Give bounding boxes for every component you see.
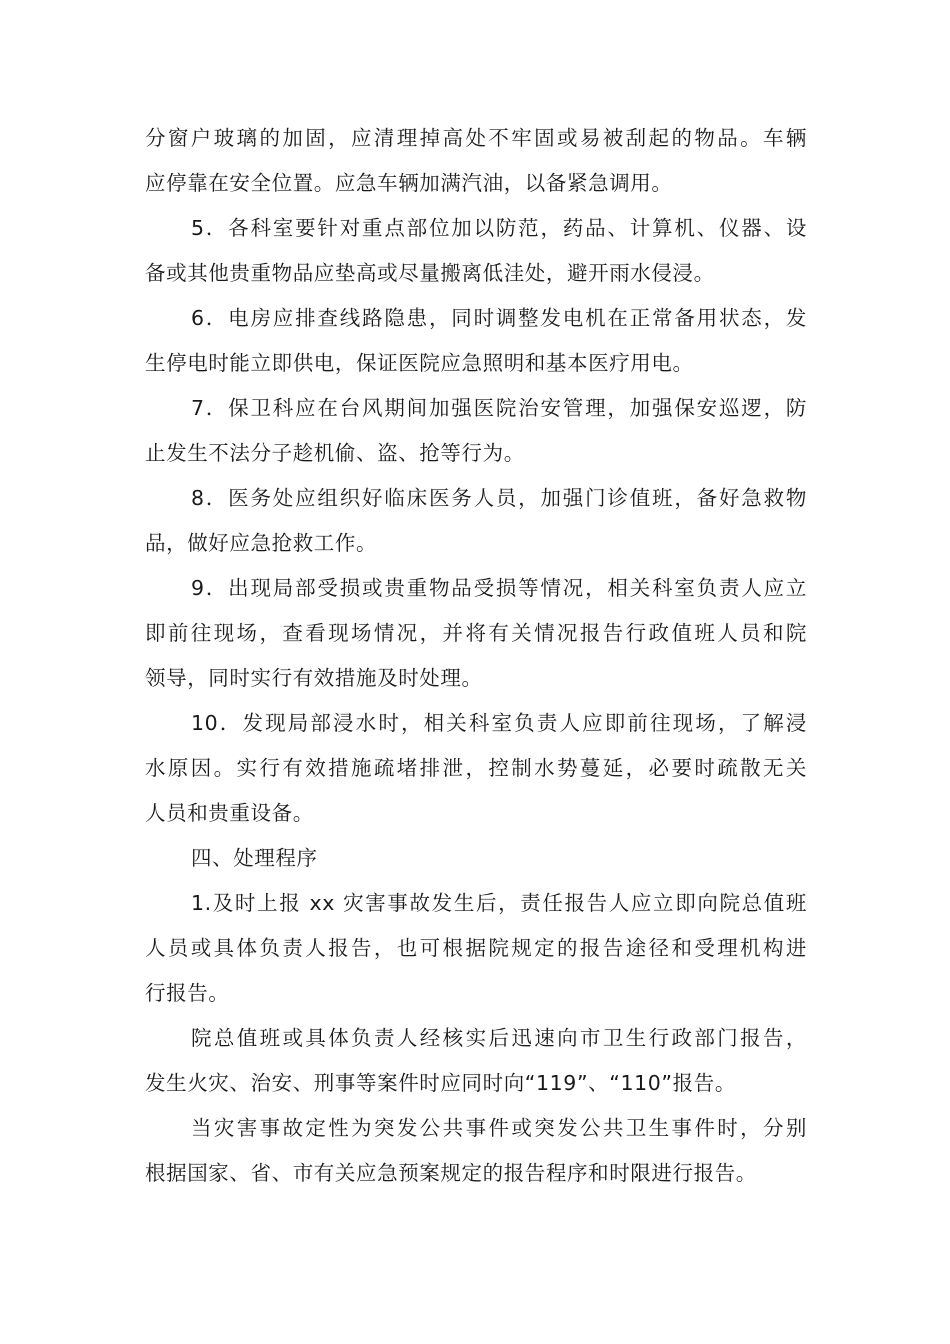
text-line: 分窗户玻璃的加固，应清理掉高处不牢固或易被刮起的物品。车辆	[145, 126, 807, 150]
text-line: 人员或具体负责人报告，也可根据院规定的报告途径和受理机构进	[145, 936, 807, 960]
text-line: 应停靠在安全位置。应急车辆加满汽油，以备紧急调用。	[145, 171, 673, 195]
text-line: 备或其他贵重物品应垫高或尽量搬离低洼处，避开雨水侵浸。	[145, 261, 715, 285]
text-line: 止发生不法分子趁机偷、盗、抢等行为。	[145, 441, 525, 465]
text-line: 9．出现局部受损或贵重物品受损等情况，相关科室负责人应立	[191, 576, 807, 600]
text-line: 品，做好应急抢救工作。	[145, 531, 378, 555]
text-line: 行报告。	[145, 981, 230, 1005]
text-line: 10．发现局部浸水时，相关科室负责人应即前往现场，了解浸	[191, 711, 807, 735]
text-line: 5．各科室要针对重点部位加以防范，药品、计算机、仪器、设	[191, 216, 807, 240]
text-line: 8．医务处应组织好临床医务人员，加强门诊值班，备好急救物	[191, 486, 807, 510]
text-line: 生停电时能立即供电，保证医院应急照明和基本医疗用电。	[145, 351, 694, 375]
text-line: 院总值班或具体负责人经核实后迅速向市卫生行政部门报告，	[191, 1026, 807, 1050]
text-line: 根据国家、省、市有关应急预案规定的报告程序和时限进行报告。	[145, 1161, 757, 1185]
text-line: 7．保卫科应在台风期间加强医院治安管理，加强保安巡逻，防	[191, 396, 807, 420]
text-line: 发生火灾、治安、刑事等案件时应同时向“119”、“110”报告。	[145, 1071, 736, 1095]
text-line: 1.及时上报 xx 灾害事故发生后，责任报告人应立即向院总值班	[191, 891, 807, 915]
document-body	[145, 116, 807, 1196]
text-line: 四、处理程序	[191, 846, 318, 870]
text-line: 即前往现场，查看现场情况，并将有关情况报告行政值班人员和院	[145, 621, 807, 645]
text-line: 6．电房应排查线路隐患，同时调整发电机在正常备用状态，发	[191, 306, 807, 330]
text-line: 当灾害事故定性为突发公共事件或突发公共卫生事件时，分别	[191, 1116, 807, 1140]
text-line: 水原因。实行有效措施疏堵排泄，控制水势蔓延，必要时疏散无关	[145, 756, 807, 780]
text-line: 人员和贵重设备。	[145, 801, 314, 825]
text-line: 领导，同时实行有效措施及时处理。	[145, 666, 483, 690]
